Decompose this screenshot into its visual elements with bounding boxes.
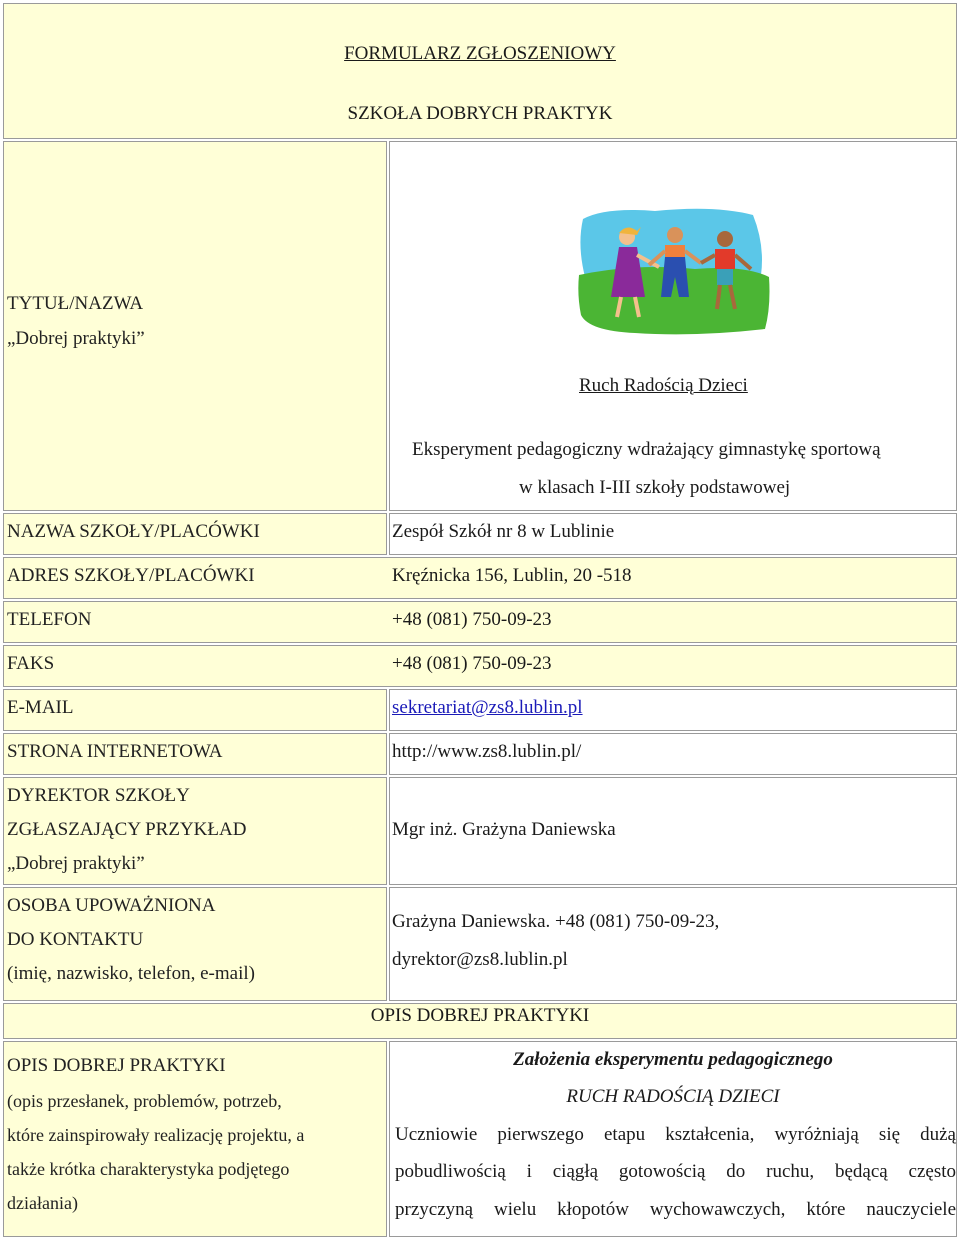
description-label-line2: (opis przesłanek, problemów, potrzeb, <box>7 1091 282 1111</box>
phone-label: TELEFON <box>7 609 92 630</box>
description-body-line2: pobudliwością i ciągłą gotowością do ruchu, będącą często <box>395 1161 956 1182</box>
description-label-line3: które zainspirowały realizację projektu, a <box>7 1125 305 1145</box>
practice-description-line2: w klasach I-III szkoły podstawowej <box>519 477 791 498</box>
application-form <box>3 3 957 1237</box>
contact-value-line2: dyrektor@zs8.lublin.pl <box>392 949 568 970</box>
contact-value-line1: Grażyna Daniewska. +48 (081) 750-09-23, <box>392 911 720 932</box>
website-value[interactable]: http://www.zs8.lublin.pl/ <box>392 741 582 762</box>
contact-value-cell <box>389 887 957 1001</box>
section-title: OPIS DOBREJ PRAKTYKI <box>370 1005 590 1026</box>
director-value: Mgr inż. Grażyna Daniewska <box>392 819 616 840</box>
school-name-label: NAZWA SZKOŁY/PLACÓWKI <box>7 521 260 542</box>
fax-label: FAKS <box>7 653 55 674</box>
practice-title-label-quote: „Dobrej praktyki” <box>7 328 145 349</box>
contact-label-line2: DO KONTAKTU <box>7 929 144 950</box>
form-title: FORMULARZ ZGŁOSZENIOWY <box>344 43 616 64</box>
child-shirt-right <box>715 249 735 269</box>
contact-label-line3: (imię, nazwisko, telefon, e-mail) <box>7 963 255 984</box>
child-head-right <box>717 231 733 247</box>
children-holding-hands-illustration <box>575 205 775 335</box>
description-label-line1: OPIS DOBREJ PRAKTYKI <box>7 1055 226 1076</box>
description-label-line4: także krótka charakterystyka podjętego <box>7 1159 290 1179</box>
practice-description-line1: Eksperyment pedagogiczny wdrażający gimnastykę sportową <box>412 439 881 460</box>
description-body-line3: przyczyną wielu kłopotów wychowawczych, które nauczyciele <box>395 1199 956 1220</box>
website-label: STRONA INTERNETOWA <box>7 741 223 762</box>
school-address-label: ADRES SZKOŁY/PLACÓWKI <box>7 565 255 586</box>
program-title: SZKOŁA DOBRYCH PRAKTYK <box>347 103 613 124</box>
practice-title-label-cell <box>3 141 387 511</box>
boy-head <box>667 227 683 243</box>
email-label: E-MAIL <box>7 697 74 718</box>
fax-value: +48 (081) 750-09-23 <box>392 653 552 674</box>
description-body-line1: Uczniowie pierwszego etapu kształcenia, wyróżniają się dużą <box>395 1124 956 1145</box>
director-label-line2: ZGŁASZAJĄCY PRZYKŁAD <box>7 819 247 840</box>
description-heading1: Założenia eksperymentu pedagogicznego <box>513 1049 833 1070</box>
description-label-line5: działania) <box>7 1193 78 1213</box>
school-name-value: Zespół Szkół nr 8 w Lublinie <box>392 521 615 542</box>
director-label-line1: DYREKTOR SZKOŁY <box>7 785 190 806</box>
school-address-value: Kręźnicka 156, Lublin, 20 -518 <box>392 565 632 586</box>
contact-label-line1: OSOBA UPOWAŻNIONA <box>7 895 216 916</box>
practice-title-label: TYTUŁ/NAZWA <box>7 293 144 314</box>
practice-name: Ruch Radością Dzieci <box>579 375 748 396</box>
email-link[interactable]: sekretariat@zs8.lublin.pl <box>392 697 583 718</box>
description-heading2: RUCH RADOŚCIĄ DZIECI <box>566 1086 780 1107</box>
director-label-line3: „Dobrej praktyki” <box>7 853 145 874</box>
phone-value: +48 (081) 750-09-23 <box>392 609 552 630</box>
